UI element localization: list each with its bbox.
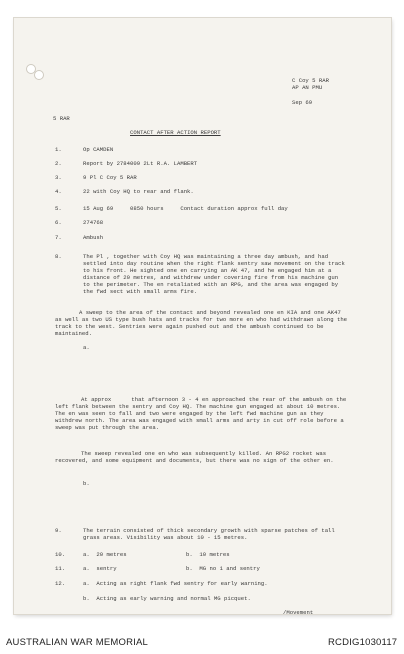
para-number: 11. [55,565,66,572]
item-number: 1. [55,146,62,153]
footer-record-id: RCDIG1030117 [328,637,398,648]
para-number: 8. [55,253,62,260]
item-text: 274768 [83,219,104,226]
para-number: 12. [55,580,66,587]
unit-label: 5 RAR [53,115,70,122]
para-12-a: a. Acting as right flank fwd sentry for early warning. [83,580,268,587]
para-11-a: a. sentry [83,565,117,572]
item-text: 15 Aug 69 0850 hours Contact duration approx full day [83,205,288,212]
item-text: 9 Pl C Coy 5 RAR [83,174,137,181]
item-number: 7. [55,234,62,241]
afternoon-text: At approx that afternoon 3 - 4 en approached the rear of the ambush on the left flank between the sentry and Coy HQ. The machine gun engaged at about 10 metres. The en was seen to fall and two were engaged by the left fwd machine gun as they withdrew north. The area was engaged with small arms and arty in cut off role before a sweep was put through the area. [55,396,350,431]
para-number: 10. [55,551,66,558]
punch-hole [34,70,44,80]
para-9-text: The terrain consisted of thick secondary growth with sparse patches of tall grass areas. Visibility was about 10 - 15 metres. [83,527,335,541]
item-text: Ambush [83,234,104,241]
sub-b-label: b. [83,480,90,487]
para-11-b: b. MG no 1 and sentry [186,565,260,572]
item-number: 6. [55,219,62,226]
item-number: 4. [55,188,62,195]
report-title: CONTACT AFTER ACTION REPORT [130,129,221,136]
para-8-text: The Pl , together with Coy HQ was maintaining a three day ambush, and had settled into day routine when the right flank sentry saw movement on the track to his front. He sighted one en carrying an AK 47, and he engaged him at a distance of 20 metres, and withdrew under covering fire from his machine gun to the perimeter. The en retaliated with an RPG, and the area was engaged by the fwd sect with small arms fire. [83,253,345,295]
item-number: 3. [55,174,62,181]
header-pmu: AP AN PMU [292,84,323,91]
header-date: Sep 69 [292,99,313,106]
para-number: 9. [55,527,62,534]
para-12-b: b. Acting as early warning and normal MG picquet. [83,595,251,602]
item-text: Report by 2784009 2Lt R.A. LAMBERT [83,160,198,167]
item-number: 2. [55,160,62,167]
item-number: 5. [55,205,62,212]
para-8-text2: A sweep to the area of the contact and beyond revealed one en KIA and one AK47 as well as two US type bush hats and tracks for two more en who had withdrawn along the track to the west. Sentries were again pushed out and the ambush continued to be maintained. [55,309,348,337]
sub-a-label: a. [83,344,90,351]
para-10-b: b. 10 metres [186,551,230,558]
para-10-a: a. 20 metres [83,551,127,558]
header-coy: C Coy 5 RAR [292,77,329,84]
continuation-marker: /Movement [283,609,314,616]
item-text: 22 with Coy HQ to rear and flank. [83,188,194,195]
item-text: Op CAMDEN [83,146,114,153]
footer-source: AUSTRALIAN WAR MEMORIAL [6,637,149,648]
afternoon-text2: The sweep revealed one en who was subsequently killed. An RPG2 rocket was recovered, and some equipment and documents, but there was no sign of the other en. [55,450,334,464]
